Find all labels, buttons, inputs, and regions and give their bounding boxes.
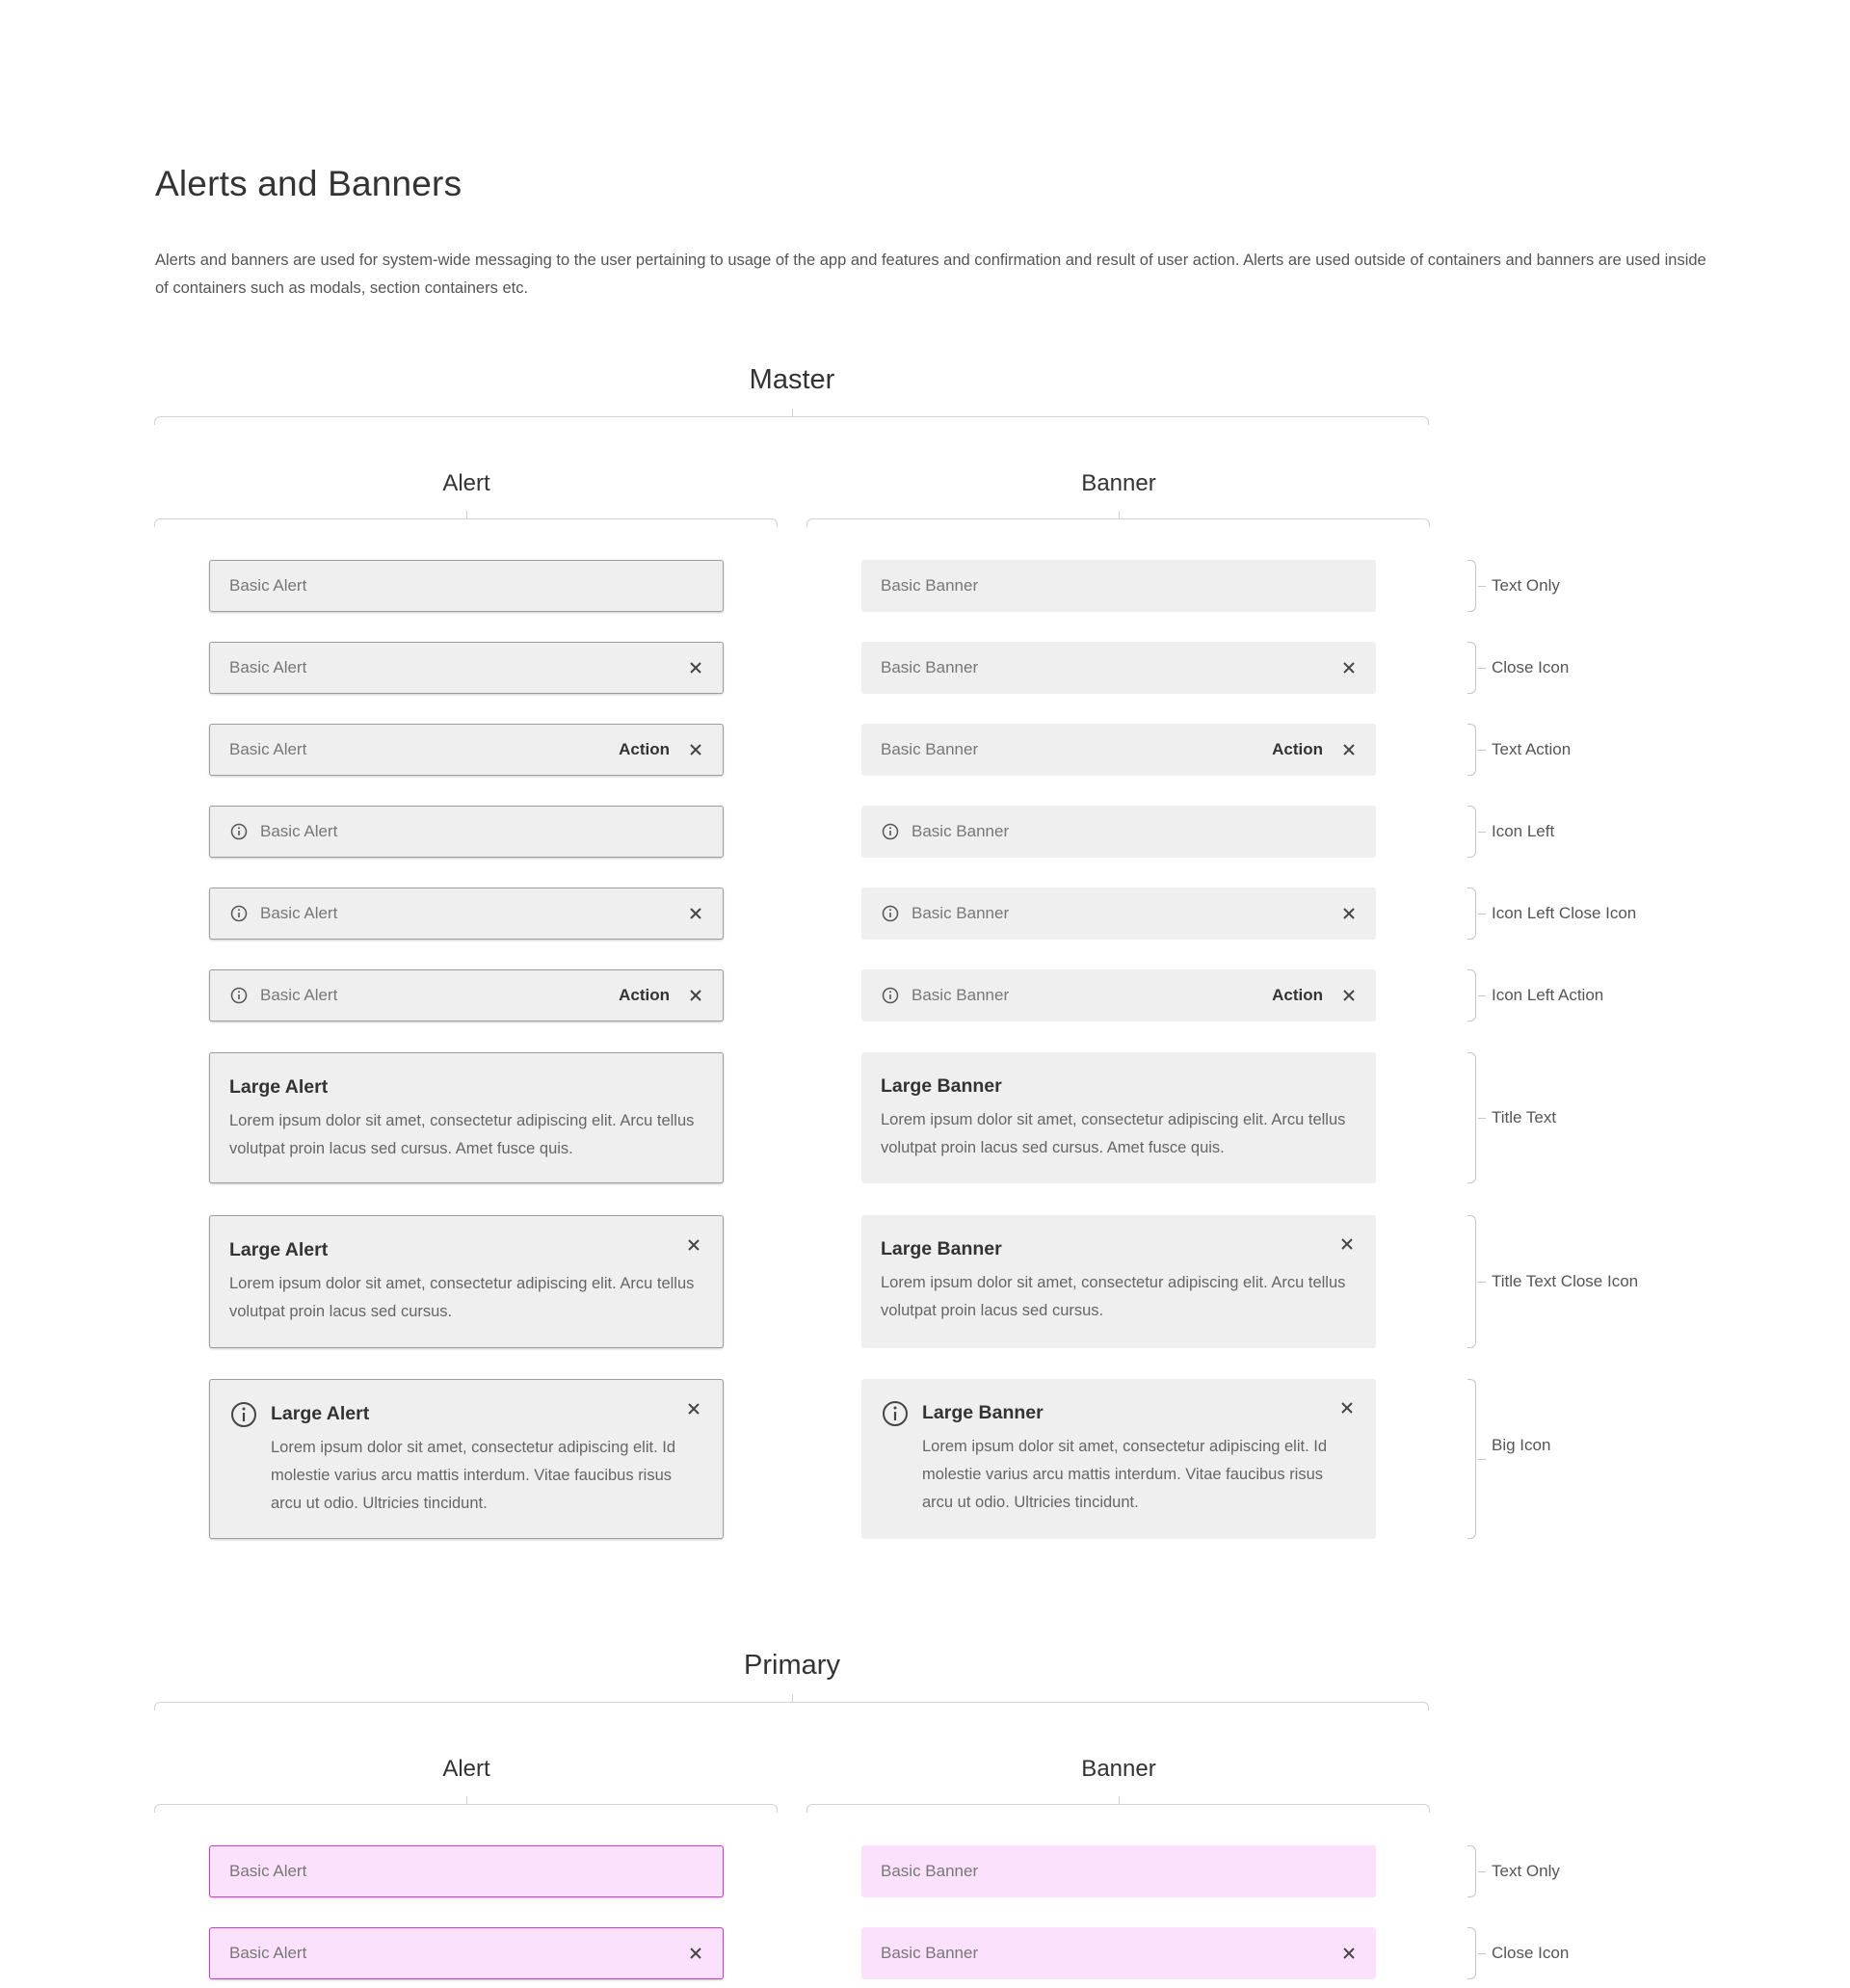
- close-icon[interactable]: [1341, 742, 1357, 757]
- primary-bracket: [154, 1702, 1429, 1710]
- large-banner-body: Lorem ipsum dolor sit amet, consectetur adipiscing elit. Arcu tellus volutpat proin lacus sed cursus.: [881, 1274, 1346, 1319]
- master-alert-bracket: [154, 518, 778, 527]
- info-icon: [882, 823, 899, 840]
- primary-banner-text-only[interactable]: [861, 1845, 1376, 1897]
- close-icon[interactable]: [1339, 1236, 1355, 1252]
- page-title: Alerts and Banners: [155, 164, 462, 203]
- info-icon: [230, 823, 248, 840]
- master-banner-action[interactable]: [861, 724, 1376, 776]
- row-bracket: [1467, 560, 1476, 612]
- large-alert-body: Lorem ipsum dolor sit amet, consectetur adipiscing elit. Arcu tellus volutpat proin lacus sed cursus. Amet fusce quis.: [229, 1112, 695, 1157]
- master-alert-action[interactable]: [209, 724, 724, 776]
- master-alert-text-only[interactable]: [209, 560, 724, 612]
- large-banner-title: Large Banner: [881, 1075, 1002, 1097]
- banner-text: Basic Banner: [881, 1944, 979, 1962]
- alert-text: Basic Alert: [260, 822, 338, 840]
- row-label-text-only: Text Only: [1492, 1862, 1560, 1880]
- info-icon: [882, 905, 899, 922]
- large-alert-body: Lorem ipsum dolor sit amet, consectetur adipiscing elit. Id molestie varius arcu mattis interdum. Vitae faucibus risus arcu ut odio. Ultricies tincidunt.: [271, 1439, 676, 1512]
- master-large-alert[interactable]: [209, 1052, 724, 1183]
- row-bracket: [1467, 888, 1476, 940]
- master-banner-text-only[interactable]: [861, 560, 1376, 612]
- primary-alert-bracket: [154, 1804, 778, 1813]
- master-large-alert-big-icon[interactable]: [209, 1379, 724, 1539]
- large-alert-title: Large Alert: [229, 1239, 329, 1260]
- large-alert-title: Large Alert: [229, 1076, 329, 1098]
- action-link[interactable]: Action: [619, 986, 670, 1004]
- primary-section-title: Primary: [744, 1650, 840, 1681]
- row-label-icon-left-action: Icon Left Action: [1492, 986, 1604, 1004]
- close-icon[interactable]: [1339, 1400, 1355, 1416]
- banner-text: Basic Banner: [881, 740, 979, 758]
- primary-alert-text-only[interactable]: [209, 1845, 724, 1897]
- action-link[interactable]: Action: [1272, 740, 1323, 758]
- row-bracket: [1467, 724, 1476, 776]
- alert-text: Basic Alert: [229, 576, 307, 595]
- close-icon[interactable]: [686, 1401, 701, 1417]
- row-bracket: [1467, 1379, 1476, 1539]
- row-bracket: [1467, 969, 1476, 1021]
- master-alert-icon-left[interactable]: [209, 806, 724, 858]
- action-link[interactable]: Action: [1272, 986, 1323, 1004]
- master-banner-bracket: [806, 518, 1430, 527]
- row-label-icon-left-close-icon: Icon Left Close Icon: [1492, 904, 1637, 922]
- row-label-title-text: Title Text: [1492, 1108, 1557, 1127]
- master-large-banner[interactable]: [861, 1052, 1376, 1183]
- master-section-title: Master: [749, 364, 835, 395]
- row-label-text-action: Text Action: [1492, 740, 1572, 758]
- banner-text: Basic Banner: [881, 1862, 979, 1880]
- row-label-title-text-close-icon: Title Text Close Icon: [1492, 1272, 1639, 1290]
- master-banner-icon-left-close[interactable]: [861, 888, 1376, 940]
- close-icon[interactable]: [1341, 906, 1357, 921]
- master-alert-header: Alert: [442, 470, 490, 496]
- row-label-big-icon: Big Icon: [1492, 1436, 1551, 1454]
- close-icon[interactable]: [1341, 660, 1357, 676]
- banner-text: Basic Banner: [881, 658, 979, 676]
- info-icon: [230, 1401, 257, 1428]
- master-large-alert-close[interactable]: [209, 1215, 724, 1348]
- master-alert-icon-left-action[interactable]: [209, 969, 724, 1021]
- primary-banner-close[interactable]: [861, 1927, 1376, 1979]
- master-alert-icon-left-close[interactable]: [209, 888, 724, 940]
- master-banner-close[interactable]: [861, 642, 1376, 694]
- large-banner-title: Large Banner: [922, 1402, 1044, 1423]
- close-icon[interactable]: [688, 988, 703, 1003]
- primary-alert-close[interactable]: [209, 1927, 724, 1979]
- row-bracket: [1467, 642, 1476, 694]
- master-banner-icon-left[interactable]: [861, 806, 1376, 858]
- row-bracket: [1467, 1927, 1476, 1979]
- row-bracket: [1467, 1052, 1476, 1183]
- master-banner-header: Banner: [1081, 470, 1156, 496]
- info-icon: [230, 905, 248, 922]
- row-bracket: [1467, 1845, 1476, 1897]
- close-icon[interactable]: [688, 742, 703, 757]
- close-icon[interactable]: [688, 1946, 703, 1961]
- large-alert-body: Lorem ipsum dolor sit amet, consectetur adipiscing elit. Arcu tellus volutpat proin lacus sed cursus.: [229, 1275, 695, 1320]
- master-large-banner-big-icon[interactable]: [861, 1379, 1376, 1539]
- banner-text: Basic Banner: [912, 904, 1010, 922]
- banner-text: Basic Banner: [881, 576, 979, 595]
- row-label-text-only: Text Only: [1492, 576, 1560, 595]
- close-icon[interactable]: [688, 660, 703, 676]
- large-banner-title: Large Banner: [881, 1238, 1002, 1259]
- row-label-close-icon: Close Icon: [1492, 658, 1570, 676]
- close-icon[interactable]: [686, 1237, 701, 1253]
- master-banner-icon-left-action[interactable]: [861, 969, 1376, 1021]
- banner-text: Basic Banner: [912, 986, 1010, 1004]
- action-link[interactable]: Action: [619, 740, 670, 758]
- info-icon: [230, 987, 248, 1004]
- large-banner-body: Lorem ipsum dolor sit amet, consectetur adipiscing elit. Id molestie varius arcu mattis interdum. Vitae faucibus risus arcu ut odio. Ultricies tincidunt.: [922, 1438, 1328, 1511]
- large-banner-body: Lorem ipsum dolor sit amet, consectetur adipiscing elit. Arcu tellus volutpat proin lacus sed cursus. Amet fusce quis.: [881, 1111, 1346, 1156]
- row-bracket: [1467, 1215, 1476, 1348]
- page-description: Alerts and banners are used for system-wide messaging to the user pertaining to usage of the app and features and confirmation and result of user action. Alerts are used outside of containers and banners are used inside of containers such as modals, section containers etc.: [155, 252, 1706, 297]
- close-icon[interactable]: [688, 906, 703, 921]
- banner-text: Basic Banner: [912, 822, 1010, 840]
- row-label-close-icon: Close Icon: [1492, 1944, 1570, 1962]
- large-alert-title: Large Alert: [271, 1403, 370, 1424]
- alert-text: Basic Alert: [229, 1862, 307, 1880]
- master-large-banner-close[interactable]: [861, 1215, 1376, 1348]
- row-bracket: [1467, 806, 1476, 858]
- primary-banner-bracket: [806, 1804, 1430, 1813]
- close-icon[interactable]: [1341, 1946, 1357, 1961]
- info-icon: [882, 987, 899, 1004]
- alert-text: Basic Alert: [229, 740, 307, 758]
- info-icon: [882, 1400, 909, 1427]
- alert-text: Basic Alert: [229, 658, 307, 676]
- primary-banner-header: Banner: [1081, 1756, 1156, 1782]
- master-bracket: [154, 416, 1429, 425]
- primary-alert-header: Alert: [442, 1756, 490, 1782]
- alert-text: Basic Alert: [229, 1944, 307, 1962]
- close-icon[interactable]: [1341, 988, 1357, 1003]
- alert-text: Basic Alert: [260, 904, 338, 922]
- master-alert-close[interactable]: [209, 642, 724, 694]
- alert-text: Basic Alert: [260, 986, 338, 1004]
- row-label-icon-left: Icon Left: [1492, 822, 1555, 840]
